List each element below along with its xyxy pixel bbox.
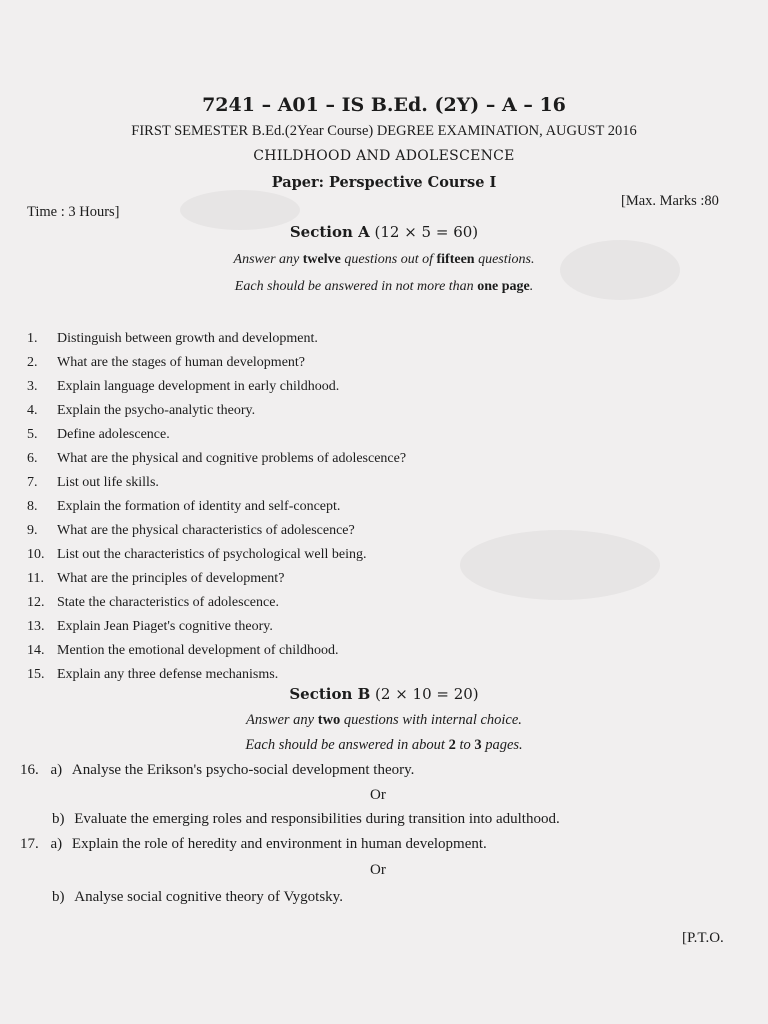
question-text: State the characteristics of adolescence. <box>57 595 279 610</box>
question-item <box>27 643 727 663</box>
question-text: Mention the emotional development of childhood. <box>57 643 339 658</box>
question-number: 13. <box>27 619 45 634</box>
section-a-marks: (12 × 5 = 60) <box>369 223 479 241</box>
question-text: Define adolescence. <box>57 427 170 442</box>
question-item <box>27 499 727 519</box>
option-label: b) <box>52 811 65 827</box>
question-number: 16. <box>20 762 39 778</box>
section-a-title: Section A <box>289 223 370 241</box>
question-item <box>27 331 727 351</box>
question-item <box>27 571 727 591</box>
section-a-instruction-1: Answer any twelve questions out of fifteen questions. <box>233 252 535 267</box>
question-text: What are the stages of human development? <box>57 355 306 370</box>
question-number: 15. <box>27 667 45 682</box>
paper-title: Paper: Perspective Course I <box>271 174 497 191</box>
question-17a <box>20 836 487 853</box>
question-text: Explain the role of heredity and environment in human development. <box>71 836 487 852</box>
question-item <box>27 475 727 495</box>
question-number: 12. <box>27 595 45 610</box>
question-item <box>27 595 727 615</box>
question-text: Evaluate the emerging roles and responsibilities during transition into adulthood. <box>74 811 560 827</box>
question-number: 10. <box>27 547 45 562</box>
time-allowed: Time : 3 Hours] <box>27 204 120 220</box>
question-item <box>27 355 727 375</box>
question-item <box>27 379 727 399</box>
question-item <box>27 451 727 471</box>
question-text: What are the physical characteristics of adolescence? <box>57 523 355 538</box>
question-text: Explain Jean Piaget's cognitive theory. <box>57 619 273 634</box>
question-text: What are the principles of development? <box>57 571 285 586</box>
subject-title: CHILDHOOD AND ADOLESCENCE <box>253 148 515 164</box>
max-marks: [Max. Marks :80 <box>621 193 719 209</box>
or-separator: Or <box>370 862 386 878</box>
section-b-marks: (2 × 10 = 20) <box>370 685 479 703</box>
question-item <box>27 403 727 423</box>
question-number: 4. <box>27 403 38 418</box>
or-separator: Or <box>370 787 386 803</box>
question-text: List out the characteristics of psychological well being. <box>57 547 367 562</box>
question-number: 1. <box>27 331 38 346</box>
question-text: What are the physical and cognitive problems of adolescence? <box>57 451 407 466</box>
question-text: List out life skills. <box>57 475 159 490</box>
question-text: Explain any three defense mechanisms. <box>57 667 279 682</box>
section-b-title: Section B <box>289 685 371 703</box>
question-text: Analyse the Erikson's psycho-social development theory. <box>71 762 415 778</box>
question-number: 7. <box>27 475 38 490</box>
question-number: 6. <box>27 451 38 466</box>
question-item <box>27 427 727 447</box>
question-16b <box>52 811 560 828</box>
question-text: Distinguish between growth and development. <box>57 331 318 346</box>
question-number: 2. <box>27 355 38 370</box>
question-item <box>27 523 727 543</box>
question-item <box>27 667 727 687</box>
section-b-instruction-2: Each should be answered in about 2 to 3 pages. <box>245 737 523 753</box>
please-turn-over: [P.T.O. <box>682 930 724 946</box>
option-label: a) <box>50 762 63 778</box>
section-b-instruction-1: Answer any two questions with internal choice. <box>246 712 522 728</box>
question-number: 17. <box>20 836 39 852</box>
question-text: Explain the formation of identity and self-concept. <box>57 499 341 514</box>
question-text: Analyse social cognitive theory of Vygotsky. <box>74 889 343 905</box>
option-label: b) <box>52 889 65 905</box>
section-b-heading <box>0 685 768 703</box>
question-number: 3. <box>27 379 38 394</box>
exam-title: FIRST SEMESTER B.Ed.(2Year Course) DEGREE EXAMINATION, AUGUST 2016 <box>131 123 637 139</box>
question-item <box>27 619 727 639</box>
question-number: 9. <box>27 523 38 538</box>
question-text: Explain language development in early childhood. <box>57 379 340 394</box>
question-number: 11. <box>27 571 44 586</box>
option-label: a) <box>50 836 63 852</box>
question-number: 8. <box>27 499 38 514</box>
question-17b <box>52 889 343 906</box>
paper-code: 7241 – A01 – IS B.Ed. (2Y) – A – 16 <box>202 94 566 116</box>
question-16a <box>20 762 414 779</box>
question-number: 14. <box>27 643 45 658</box>
question-text: Explain the psycho-analytic theory. <box>57 403 256 418</box>
question-item <box>27 547 727 567</box>
section-a-heading <box>0 223 768 241</box>
question-number: 5. <box>27 427 38 442</box>
section-a-instruction-2: Each should be answered in not more than one page. <box>234 279 534 294</box>
